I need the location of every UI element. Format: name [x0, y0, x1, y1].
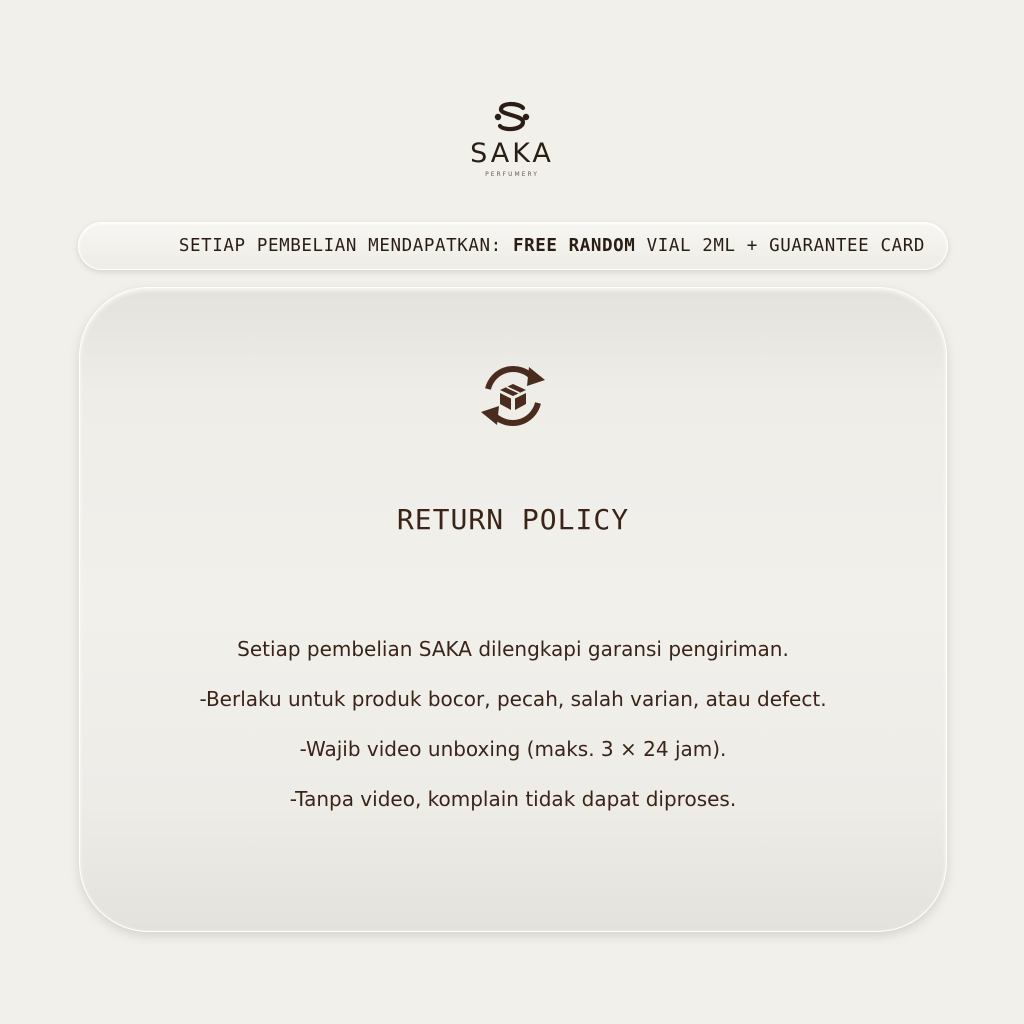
promo-suffix: VIAL 2ML + GUARANTEE CARD — [635, 236, 925, 256]
promo-text — [179, 236, 925, 256]
brand-name: SAKA — [470, 138, 554, 169]
promo-highlight: FREE RANDOM — [512, 236, 636, 256]
promo-banner — [78, 222, 948, 270]
return-policy-card — [79, 287, 947, 932]
policy-line: -Wajib video unboxing (maks. 3 × 24 jam). — [299, 737, 727, 761]
brand-tagline: PERFUMERY — [485, 171, 539, 178]
promo-prefix: SETIAP PEMBELIAN MENDAPATKAN: — [178, 236, 513, 256]
saka-logo-icon — [492, 100, 532, 136]
policy-line: -Berlaku untuk produk bocor, pecah, salah varian, atau defect. — [199, 687, 827, 711]
box-return-cycle-icon — [475, 360, 551, 432]
brand-logo — [0, 100, 1024, 179]
policy-line: Setiap pembelian SAKA dilengkapi garansi pengiriman. — [237, 637, 789, 661]
policy-list — [80, 624, 946, 824]
policy-title: RETURN POLICY — [396, 503, 630, 536]
policy-line: -Tanpa video, komplain tidak dapat diproses. — [289, 787, 737, 811]
